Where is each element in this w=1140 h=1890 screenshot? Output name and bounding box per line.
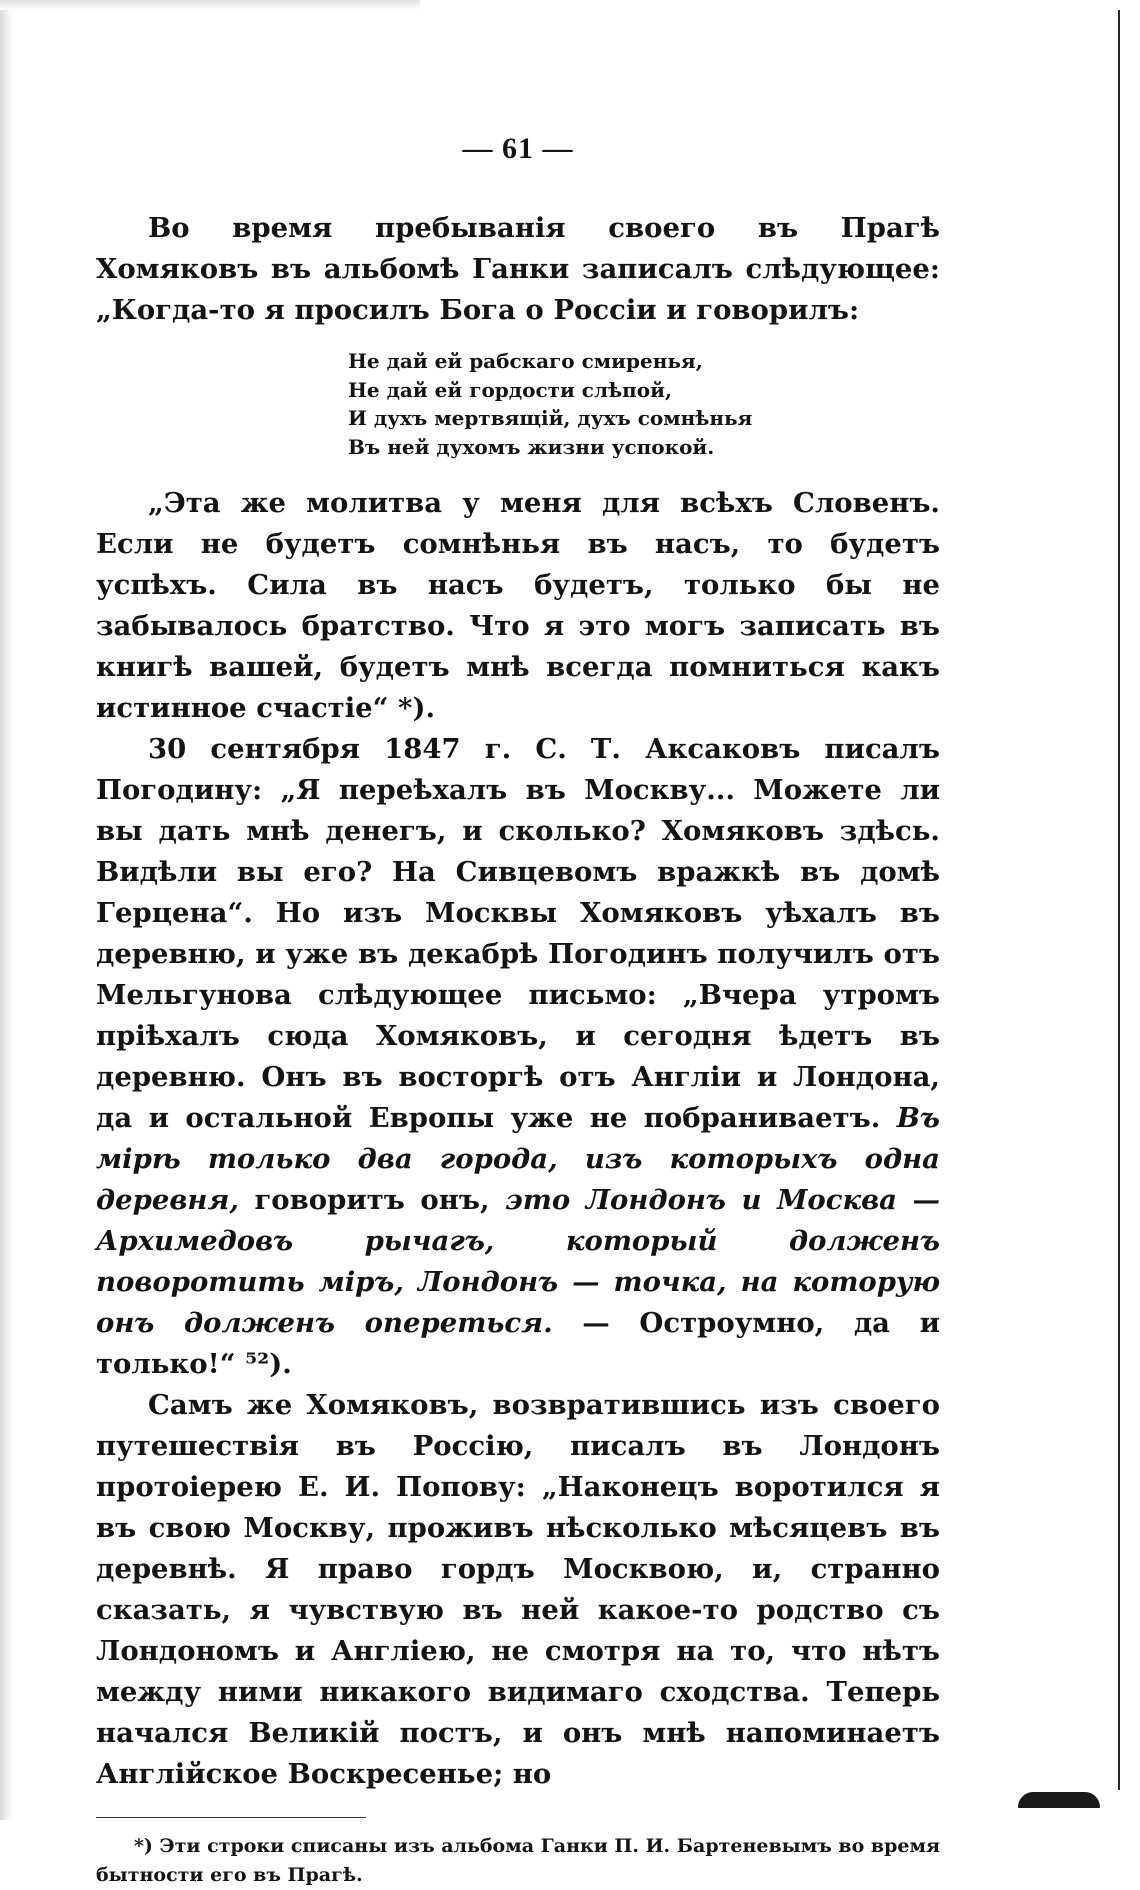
paragraph-aksakov-letter	[96, 729, 940, 1385]
ink-blot	[1018, 1792, 1100, 1808]
scan-edge-right	[1118, 10, 1120, 1790]
aksakov-says: говоритъ онъ,	[254, 1184, 490, 1216]
poem-line: Не дай ей гордости слѣпой,	[348, 377, 672, 402]
poem-line: Въ ней духомъ жизни успокой.	[348, 434, 715, 459]
scan-shadow-top	[0, 0, 420, 10]
footnote-divider	[96, 1817, 366, 1818]
poem-line: И духъ мертвящій, духъ сомнѣнья	[348, 406, 753, 430]
italic-quote-cities: Въ мірѣ только два города, изъ которыхъ одна деревня,	[96, 1102, 941, 1216]
footnote: *) Эти строки списаны изъ альбома Ганки П. И. Бартеневымъ во время бытности его въ Прагѣ.	[96, 1835, 941, 1886]
paragraph-album-entry: Во время пребыванія своего въ Прагѣ Хомяковъ въ альбомѣ Ганки записалъ слѣдующее: „Когда-то я просилъ Бога о Россіи и говорилъ:	[96, 212, 940, 326]
page-number: — 61 —	[462, 132, 574, 165]
poem-line: Не дай ей рабскаго смиренья,	[348, 349, 703, 373]
aksakov-text: 30 сентября 1847 г. С. Т. Аксаковъ писалъ Погодину: „Я переѣхалъ въ Москву... Можете ли вы дать мнѣ денегъ, и сколько? Хомяковъ здѣсь. Видѣли вы его? На Сивцевомъ вражкѣ въ домѣ Герцена“. Но изъ Москвы Хомяковъ уѣхалъ въ деревню, и уже въ декабрѣ Погодинъ получилъ отъ Мельгунова слѣдующее письмо: „Вчера утромъ пріѣхалъ сюда Хомяковъ, и сегодня ѣдетъ въ деревню. Онъ въ восторгѣ отъ Англіи и Лондона, да и остальной Европы уже не побраниваетъ.	[96, 733, 940, 1134]
aksakov-closing: — Остроумно, да и только!“ ⁵²).	[96, 1307, 941, 1380]
paragraph-prayer: „Эта же молитва у меня для всѣхъ Словенъ. Если не будетъ сомнѣнья въ насъ, то будетъ успѣхъ. Сила въ насъ будетъ, только бы не забывалось братство. Что я это могъ записать въ книгѣ вашей, будетъ мнѣ всегда помниться какъ истинное счастіе“ *).	[96, 487, 940, 724]
paragraph-popov-letter: Самъ же Хомяковъ, возвратившись изъ своего путешествія въ Россію, писалъ въ Лондонъ протоіерею Е. И. Попову: „Наконецъ воротился я въ свою Москву, проживъ нѣсколько мѣсяцевъ въ деревнѣ. Я право гордъ Москвою, и, странно сказать, я чувствую въ ней какое-то родство съ Лондономъ и Англіею, не смотря на то, что нѣтъ между ними никакого видимаго сходства. Теперь начался Великій постъ, и онъ мнѣ напоминаетъ Англійское Воскресенье; но	[96, 1389, 940, 1790]
italic-quote-archimedes: это Лондонъ и Москва — Архимедовъ рычагъ, который долженъ поворотить міръ, Лондонъ — точка, на которую онъ долженъ опереться.	[96, 1184, 941, 1339]
book-page	[96, 132, 940, 1890]
scan-shadow-left	[0, 0, 14, 1820]
poem-quote	[348, 347, 940, 461]
